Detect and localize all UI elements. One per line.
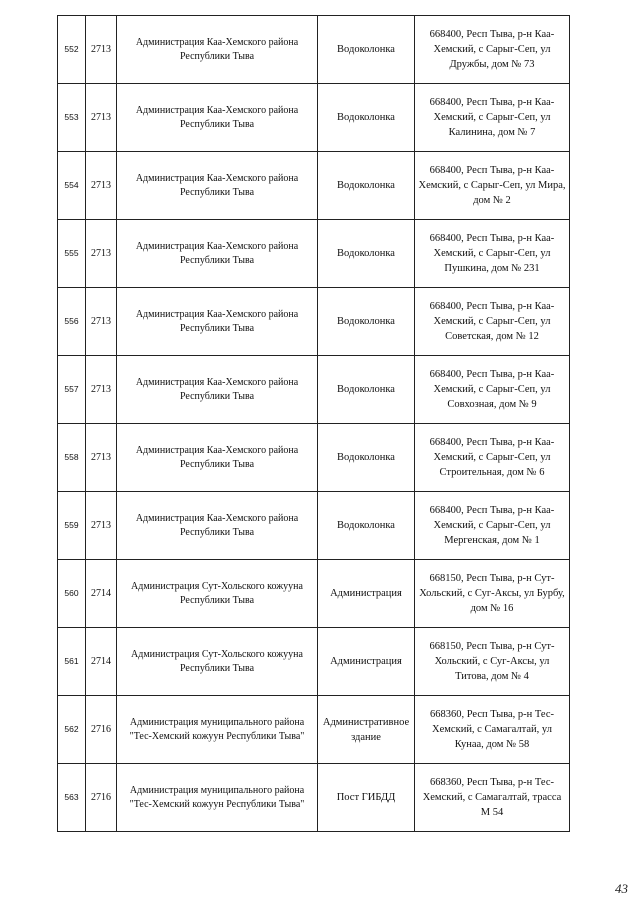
- row-number-cell: 553: [58, 84, 86, 152]
- row-number-cell: 559: [58, 492, 86, 560]
- row-number-cell: 560: [58, 560, 86, 628]
- object-type-cell: Водоколонка: [318, 220, 415, 288]
- table-row: [58, 356, 570, 424]
- table-row: [58, 560, 570, 628]
- row-number-cell: 562: [58, 696, 86, 764]
- object-type-cell: Водоколонка: [318, 152, 415, 220]
- address-cell: 668360, Респ Тыва, р-н Тес-Хемский, с Самагалтай, ул Кунаа, дом № 58: [415, 696, 570, 764]
- object-type-cell: Административное здание: [318, 696, 415, 764]
- code-cell: 2713: [86, 16, 117, 84]
- code-cell: 2713: [86, 356, 117, 424]
- object-type-cell: Водоколонка: [318, 492, 415, 560]
- table-row: [58, 288, 570, 356]
- code-cell: 2713: [86, 492, 117, 560]
- code-cell: 2716: [86, 696, 117, 764]
- row-number-cell: 555: [58, 220, 86, 288]
- address-cell: 668400, Респ Тыва, р-н Каа-Хемский, с Сарыг-Сеп, ул Пушкина, дом № 231: [415, 220, 570, 288]
- row-number-cell: 556: [58, 288, 86, 356]
- owner-cell: Администрация муниципального района "Тес-Хемский кожуун Республики Тыва": [117, 696, 318, 764]
- address-cell: 668400, Респ Тыва, р-н Каа-Хемский, с Сарыг-Сеп, ул Советская, дом № 12: [415, 288, 570, 356]
- object-type-cell: Администрация: [318, 560, 415, 628]
- code-cell: 2713: [86, 84, 117, 152]
- page-number: 43: [615, 881, 628, 896]
- row-number-cell: 557: [58, 356, 86, 424]
- owner-cell: Администрация Каа-Хемского района Республики Тыва: [117, 288, 318, 356]
- object-type-cell: Водоколонка: [318, 424, 415, 492]
- row-number-cell: 563: [58, 764, 86, 832]
- owner-cell: Администрация Каа-Хемского района Республики Тыва: [117, 356, 318, 424]
- object-type-cell: Водоколонка: [318, 288, 415, 356]
- table-row: [58, 696, 570, 764]
- row-number-cell: 554: [58, 152, 86, 220]
- object-type-cell: Водоколонка: [318, 16, 415, 84]
- code-cell: 2713: [86, 152, 117, 220]
- owner-cell: Администрация Каа-Хемского района Республики Тыва: [117, 424, 318, 492]
- address-cell: 668400, Респ Тыва, р-н Каа-Хемский, с Сарыг-Сеп, ул Мира, дом № 2: [415, 152, 570, 220]
- address-cell: 668150, Респ Тыва, р-н Сут-Хольский, с Суг-Аксы, ул Бурбу, дом № 16: [415, 560, 570, 628]
- address-cell: 668400, Респ Тыва, р-н Каа-Хемский, с Сарыг-Сеп, ул Дружбы, дом № 73: [415, 16, 570, 84]
- owner-cell: Администрация Каа-Хемского района Республики Тыва: [117, 220, 318, 288]
- code-cell: 2713: [86, 220, 117, 288]
- object-type-cell: Пост ГИБДД: [318, 764, 415, 832]
- code-cell: 2713: [86, 288, 117, 356]
- object-type-cell: Водоколонка: [318, 356, 415, 424]
- object-type-cell: Водоколонка: [318, 84, 415, 152]
- row-number-cell: 561: [58, 628, 86, 696]
- address-cell: 668400, Респ Тыва, р-н Каа-Хемский, с Сарыг-Сеп, ул Строительная, дом № 6: [415, 424, 570, 492]
- table-body: [58, 16, 570, 832]
- code-cell: 2713: [86, 424, 117, 492]
- row-number-cell: 552: [58, 16, 86, 84]
- owner-cell: Администрация Сут-Хольского кожууна Республики Тыва: [117, 628, 318, 696]
- owner-cell: Администрация Каа-Хемского района Республики Тыва: [117, 16, 318, 84]
- address-cell: 668400, Респ Тыва, р-н Каа-Хемский, с Сарыг-Сеп, ул Калинина, дом № 7: [415, 84, 570, 152]
- row-number-cell: 558: [58, 424, 86, 492]
- owner-cell: Администрация Каа-Хемского района Республики Тыва: [117, 152, 318, 220]
- table-row: [58, 16, 570, 84]
- code-cell: 2714: [86, 560, 117, 628]
- code-cell: 2716: [86, 764, 117, 832]
- owner-cell: Администрация Каа-Хемского района Республики Тыва: [117, 84, 318, 152]
- table-row: [58, 424, 570, 492]
- table-row: [58, 764, 570, 832]
- code-cell: 2714: [86, 628, 117, 696]
- address-cell: 668400, Респ Тыва, р-н Каа-Хемский, с Сарыг-Сеп, ул Мергенская, дом № 1: [415, 492, 570, 560]
- table-row: [58, 84, 570, 152]
- owner-cell: Администрация муниципального района "Тес-Хемский кожуун Республики Тыва": [117, 764, 318, 832]
- table-row: [58, 220, 570, 288]
- table-row: [58, 492, 570, 560]
- address-cell: 668400, Респ Тыва, р-н Каа-Хемский, с Сарыг-Сеп, ул Совхозная, дом № 9: [415, 356, 570, 424]
- address-cell: 668150, Респ Тыва, р-н Сут-Хольский, с Суг-Аксы, ул Титова, дом № 4: [415, 628, 570, 696]
- owner-cell: Администрация Каа-Хемского района Республики Тыва: [117, 492, 318, 560]
- table-row: [58, 628, 570, 696]
- owner-cell: Администрация Сут-Хольского кожууна Республики Тыва: [117, 560, 318, 628]
- address-cell: 668360, Респ Тыва, р-н Тес-Хемский, с Самагалтай, трасса М 54: [415, 764, 570, 832]
- object-type-cell: Администрация: [318, 628, 415, 696]
- property-table: [57, 15, 570, 832]
- table-row: [58, 152, 570, 220]
